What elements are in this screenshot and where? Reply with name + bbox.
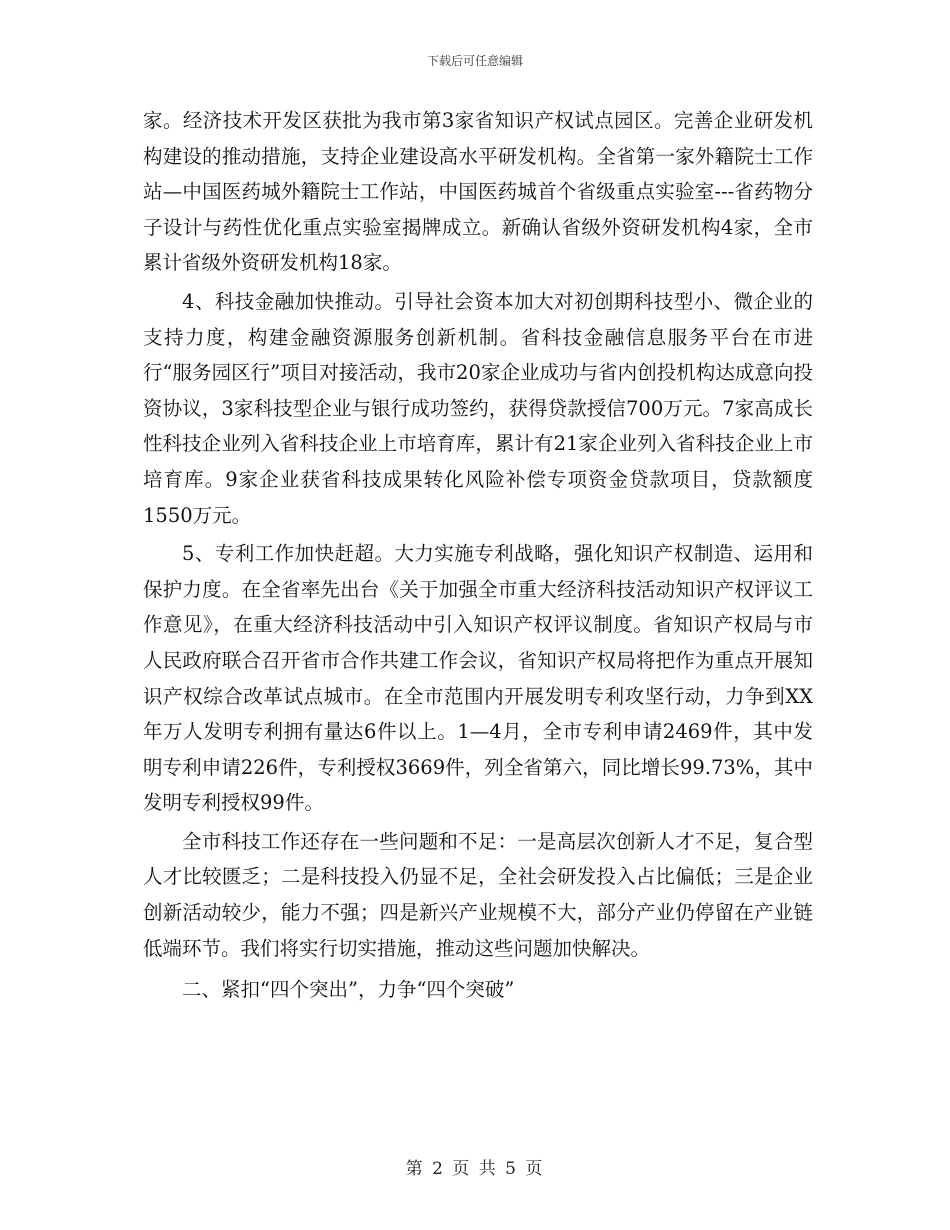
paragraph-continuation: 家。经济技术开发区获批为我市第3家省知识产权试点园区。完善企业研发机构建设的推动措施，支持企业建设高水平研发机构。全省第一家外籍院士工作站—中国医药城外籍院士工作站，中国医药城首个省级重点实验室---省药物分子设计与药性优化重点实验室揭牌成立。新确认省级外资研发机构4家，全市累计省级外资研发机构18家。 — [143, 109, 813, 275]
paragraph-tech-finance: 4、科技金融加快推动。引导社会资本加大对初创期科技型小、微企业的支持力度，构建金融资源服务创新机制。省科技金融信息服务平台在市进行“服务园区行”项目对接活动，我市20家企业成功与省内创投机构达成意向投资协议，3家科技型企业与银行成功签约，获得贷款授信700万元。7家高成长性科技企业列入省科技企业上市培育库，累计有21家企业列入省科技企业上市培育库。9家企业获省科技成果转化风险补偿专项资金贷款项目，贷款额度1550万元。 — [143, 289, 813, 527]
section-heading: 二、紧扣“四个突出”，力争“四个突破” — [182, 978, 515, 1002]
page-header-note: 下载后可任意编辑 — [426, 54, 523, 68]
page-number-footer: 第 2 页 共 5 页 — [405, 1159, 545, 1179]
paragraph-problems: 全市科技工作还存在一些问题和不足：一是高层次创新人才不足，复合型人才比较匮乏；二是科技投入仍显不足，全社会研发投入占比偏低；三是企业创新活动较少，能力不强；四是新兴产业规模不大，部分产业仍停留在产业链低端环节。我们将实行切实措施，推动这些问题加快解决。 — [143, 829, 813, 960]
paragraph-patent-work: 5、专利工作加快赶超。大力实施专利战略，强化知识产权制造、运用和保护力度。在全省率先出台《关于加强全市重大经济科技活动知识产权评议工作意见》，在重大经济科技活动中引入知识产权评议制度。省知识产权局与市人民政府联合召开省市合作共建工作会议，省知识产权局将把作为重点开展知识产权综合改革试点城市。在全市范围内开展发明专利攻坚行动，力争到XX年万人发明专利拥有量达6件以上。1—4月，全市专利申请2469件，其中发明专利申请226件，专利授权3669件，列全省第六，同比增长99.73%，其中发明专利授权99件。 — [143, 542, 813, 815]
document-body — [143, 103, 813, 1011]
